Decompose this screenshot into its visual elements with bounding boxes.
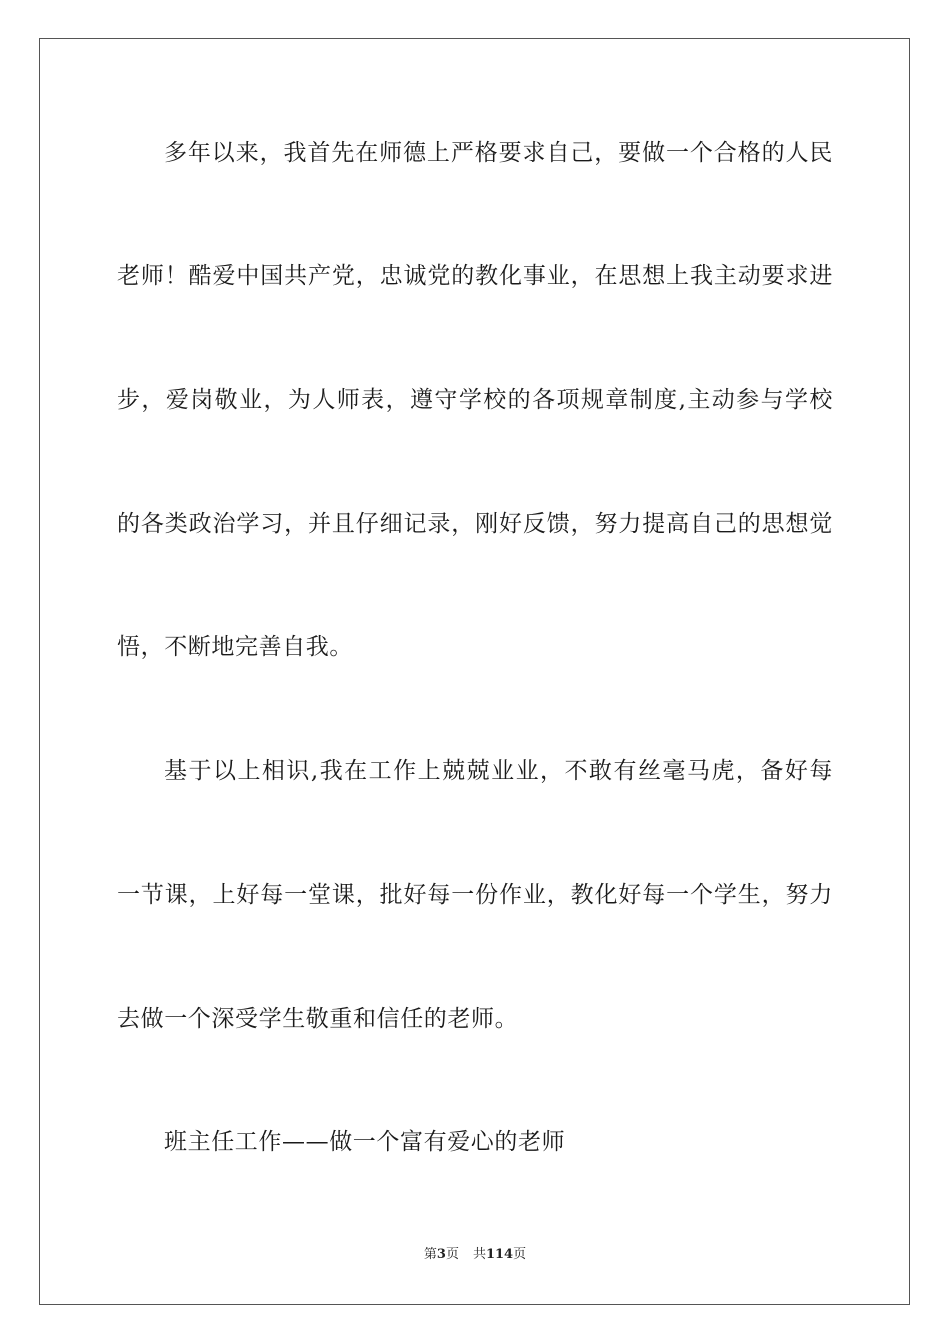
paragraph-1-line-4: 的各类政治学习，并且仔细记录，刚好反馈，努力提高自己的思想觉 [117,511,833,537]
page-frame [39,38,910,1305]
paragraph-2-line-3: 去做一个深受学生敬重和信任的老师。 [117,1006,519,1032]
page-footer [0,1246,950,1264]
paragraph-1-line-3: 步，爱岗敬业，为人师表，遵守学校的各项规章制度,主动参与学校 [117,387,833,413]
paragraph-1-line-1: 多年以来，我首先在师德上严格要求自己，要做一个合格的人民 [164,140,833,166]
section-heading: 班主任工作——做一个富有爱心的老师 [164,1129,566,1155]
paragraph-2-line-2: 一节课，上好每一堂课，批好每一份作业，教化好每一个学生，努力 [117,882,833,908]
paragraph-1-line-2: 老师！酷爱中国共产党，忠诚党的教化事业，在思想上我主动要求进 [117,263,833,289]
total-prefix: 共 [472,1247,486,1262]
paragraph-1-line-5: 悟，不断地完善自我。 [117,634,353,660]
current-page-number: 3 [436,1247,446,1262]
total-page-count: 114 [485,1247,514,1262]
page-prefix: 第 [423,1247,437,1262]
page-suffix: 页 [445,1247,459,1262]
paragraph-2-line-1: 基于以上相识,我在工作上兢兢业业，不敢有丝毫马虎，备好每 [164,758,833,784]
total-suffix: 页 [513,1247,527,1262]
